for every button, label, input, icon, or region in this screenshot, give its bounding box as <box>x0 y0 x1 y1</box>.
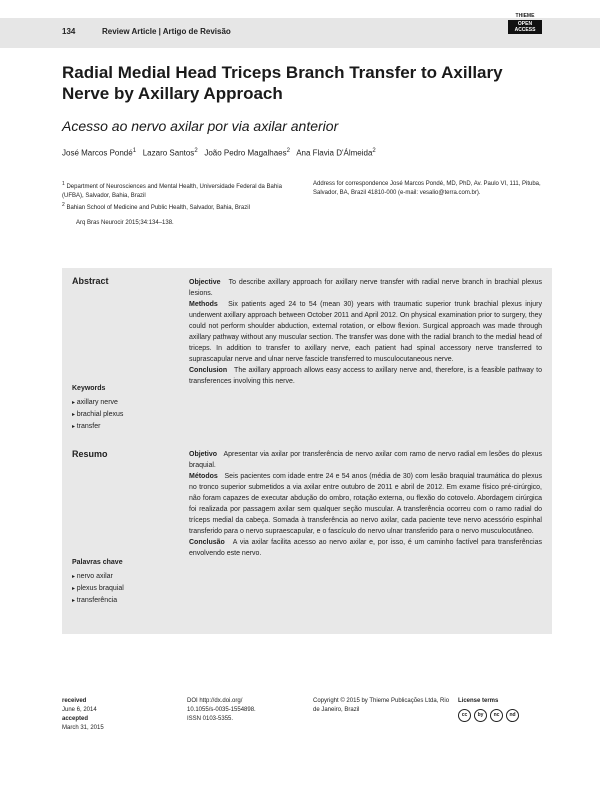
metodos-label: Métodos <box>189 473 218 480</box>
correspondence-label: Address for correspondence <box>313 181 389 187</box>
resumo-objective: Objetivo Apresentar via axilar por transferência de nervo axilar com ramo de nervo radial em lesões do plexus braquial. <box>189 451 542 469</box>
accepted-date: March 31, 2015 <box>62 725 104 731</box>
received-label: received <box>62 698 87 704</box>
author-name: João Pedro Magalhaes <box>204 148 287 158</box>
palavras-chave-heading: Palavras chave <box>72 559 123 566</box>
affiliations <box>62 180 302 213</box>
issn: ISSN 0103-5355. <box>187 716 234 722</box>
open-access-badge: OPEN ACCESS <box>508 20 542 34</box>
by-icon: by <box>474 709 487 722</box>
license-block <box>458 697 522 722</box>
license-terms-link[interactable]: License terms <box>458 698 499 704</box>
resumo-conclusion: Conclusão A via axilar facilita acesso ao nervo axilar e, por isso, é um caminho factível para transferências envolvendo este nervo. <box>189 539 542 557</box>
nd-icon: nd <box>506 709 519 722</box>
keyword-item: ▸ transfer <box>72 421 123 433</box>
page-number: 134 <box>62 27 76 36</box>
abstract-box <box>62 268 552 634</box>
thieme-open-access-logo <box>508 13 542 34</box>
keyword-item: ▸ brachial plexus <box>72 409 123 421</box>
resumo-text <box>189 449 542 559</box>
keywords-heading: Keywords <box>72 385 106 392</box>
doi-url-link[interactable]: http://dx.doi.org/ <box>199 698 243 704</box>
keyword-item: ▸ nervo axilar <box>72 571 124 583</box>
objective-label: Objective <box>189 279 221 286</box>
author-list <box>62 148 376 158</box>
publisher-logo-text: THIEME <box>515 13 535 19</box>
nc-icon: nc <box>490 709 503 722</box>
author-name: José Marcos Pondé <box>62 148 133 158</box>
abstract-objective: Objective To describe axillary approach for axillary nerve transfer with radial nerve branch in brachial plexus lesions. <box>189 279 542 297</box>
citation: Arq Bras Neurocir 2015;34:134–138. <box>76 220 174 226</box>
author-affiliation-mark: 1 <box>132 148 137 154</box>
author-affiliation-mark: 2 <box>372 148 376 154</box>
doi-value: 10.1055/s-0035-1554898. <box>187 707 256 713</box>
cc-icon: cc <box>458 709 471 722</box>
palavras-chave-list <box>72 571 124 607</box>
abstract-text <box>189 277 542 387</box>
article-subtitle: Acesso ao nervo axilar por via axilar anterior <box>62 118 339 134</box>
methods-label: Methods <box>189 301 218 308</box>
doi-block <box>187 697 256 724</box>
author-affiliation-mark: 2 <box>286 148 290 154</box>
author-name: Ana Flavia D'Álmeida <box>296 148 373 158</box>
resumo-heading: Resumo <box>72 449 108 459</box>
license-icons <box>458 709 522 722</box>
article-title: Radial Medial Head Triceps Branch Transfer to Axillary Nerve by Axillary Approach <box>62 63 503 103</box>
dates-block <box>62 697 104 733</box>
correspondence <box>313 180 543 198</box>
abstract-conclusion: Conclusion The axillary approach allows easy access to axillary nerve and, therefore, is a feasible pathway to transferences involving this nerve. <box>189 367 542 385</box>
correspondence-text: José Marcos Pondé, MD, PhD, Av. Paulo VI, 111, Pituba, Salvador, BA, Brazil 41810-000 (e-mail: vesalio@terra.com.br). <box>313 181 541 196</box>
received-date: June 6, 2014 <box>62 707 97 713</box>
keyword-item: ▸ axillary nerve <box>72 397 123 409</box>
accepted-label: accepted <box>62 716 89 722</box>
abstract-heading: Abstract <box>72 276 109 286</box>
doi-label: DOI <box>187 698 198 704</box>
copyright: Copyright © 2015 by Thieme Publicações Ltda, Rio de Janeiro, Brazil <box>313 698 450 713</box>
keyword-item: ▸ transferência <box>72 595 124 607</box>
author-name: Lazaro Santos <box>142 148 195 158</box>
running-head: Review Article | Artigo de Revisão <box>102 27 231 36</box>
conclusion-label: Conclusion <box>189 367 228 374</box>
affiliation-item: $^1$ Department of Neurosciences and Mental Health, Universidade Federal da Bahia (UFBA), Salvador, Bahia, Brazil <box>62 181 282 199</box>
author-affiliation-mark: 2 <box>194 148 198 154</box>
keyword-item: ▸ plexus braquial <box>72 583 124 595</box>
resumo-methods: Métodos Seis pacientes com idade entre 24 e 54 anos (média de 30) com lesão braquial traumática do plexus no tronco superior submetidos a via axilar entre outubro de 2011 e abril de 2012. Em exame físico pré-cirúrgico, não foram capazes de executar abdução do ombro, rotação externa, ou flexão do cotovelo. Abordagem cirúrgica foi realizada por passagem axilar sem qualquer seção muscular. A transferência ocorreu com o ramo radial do tríceps medial da cabeça. Somada à transferência ao nervo axilar, cada paciente teve nervo acessório espinhal transferido para o nervo supraescapular, e o fascículo do nervo ulnar transferido para o nervo musculocutâneo. <box>189 473 542 535</box>
keywords-list <box>72 397 123 433</box>
conclusao-label: Conclusão <box>189 539 225 546</box>
affiliation-item: $^2$ Bahian School of Medicine and Public Health, Salvador, Bahia, Brazil <box>62 202 250 211</box>
objetivo-label: Objetivo <box>189 451 218 458</box>
abstract-methods: Methods Six patients aged 24 to 54 (mean 30) years with traumatic superior trunk brachial plexus injury underwent axillary approach between October 2011 and April 2012. On physical examination prior to surgery, they could not perform shoulder abduction, external rotation, or elbow flexion. Surgical approach was made through axillary pathway without any muscular section. The transfer was done with the radial branch to the medial head of triceps. In addition to transfer to axillary nerve, each patient had spinal accessory nerve transferred to suprascapular nerve and ulnar nerve fascicle transferred to musculocutaneous nerve. <box>189 301 542 363</box>
header-bar <box>0 13 600 48</box>
